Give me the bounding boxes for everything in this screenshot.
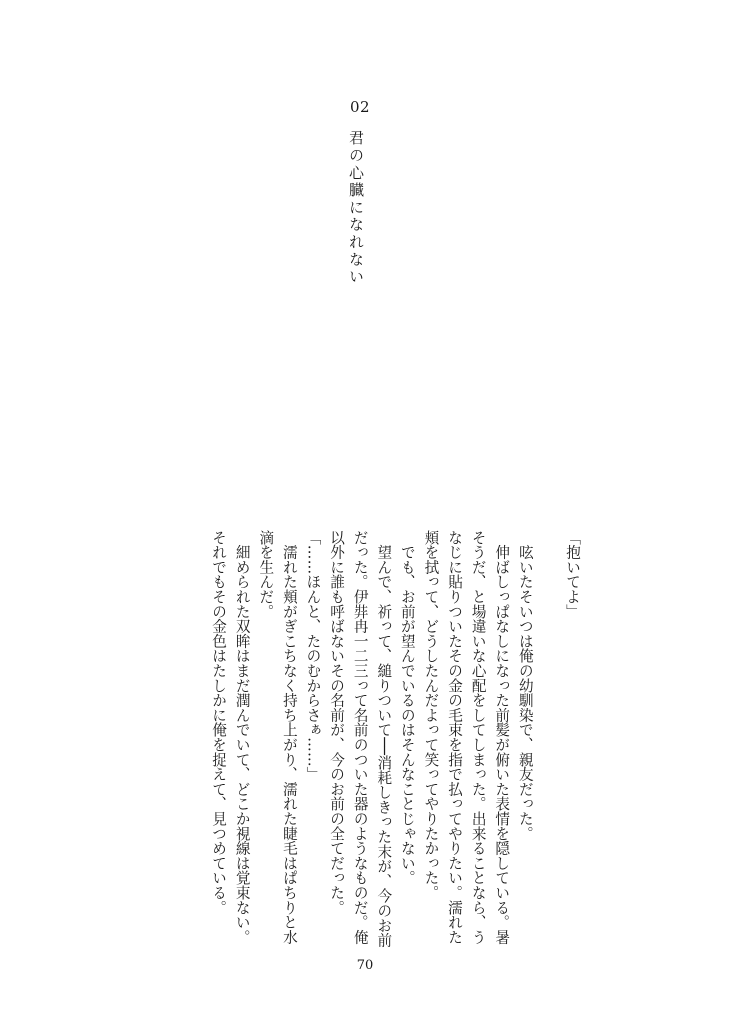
paragraph-dialogue-opening: 「抱いてよ」	[564, 530, 581, 619]
body-text	[112, 530, 584, 950]
paragraph: 伸ばしっぱなしになった前髪が俯いた表情を隠している。暑そうだ、と場違いな心配をしてしまった。出来ることなら、うなじに貼りついたその金の毛束を指で払ってやりたい。濡れた頬を拭って、どうしたんだよって笑ってやりたかった。	[422, 530, 511, 945]
paragraph: 望んで、祈って、縋りついて──消耗しきった末が、今のお前だった。伊弉冉一二三って名前のついた器のようなものだ。俺以外に誰も呼ばないその名前が、今のお前の全てだった。	[328, 530, 393, 948]
paragraph: でも、お前が望んでいるのはそんなことじゃない。	[398, 530, 416, 886]
paragraph: 濡れた頬がぎこちなく持ち上がり、濡れた睫毛はぱちりと水滴を生んだ。	[257, 530, 298, 945]
chapter-number: 02	[349, 98, 371, 116]
paragraph-dialogue: 「……ほんと、たのむからさぁ……」	[304, 530, 322, 782]
paragraph-blank-line	[537, 530, 561, 950]
chapter-title: 君の心臓になれない	[347, 130, 365, 286]
page-number: 70	[356, 958, 374, 973]
paragraph: 呟いたそいつは俺の幼馴染で、親友だった。	[516, 530, 534, 841]
paragraph: 細められた双眸はまだ潤んでいて、どこか視線は覚束ない。それでもその金色はたしかに俺を捉えて、見つめている。	[210, 530, 251, 945]
